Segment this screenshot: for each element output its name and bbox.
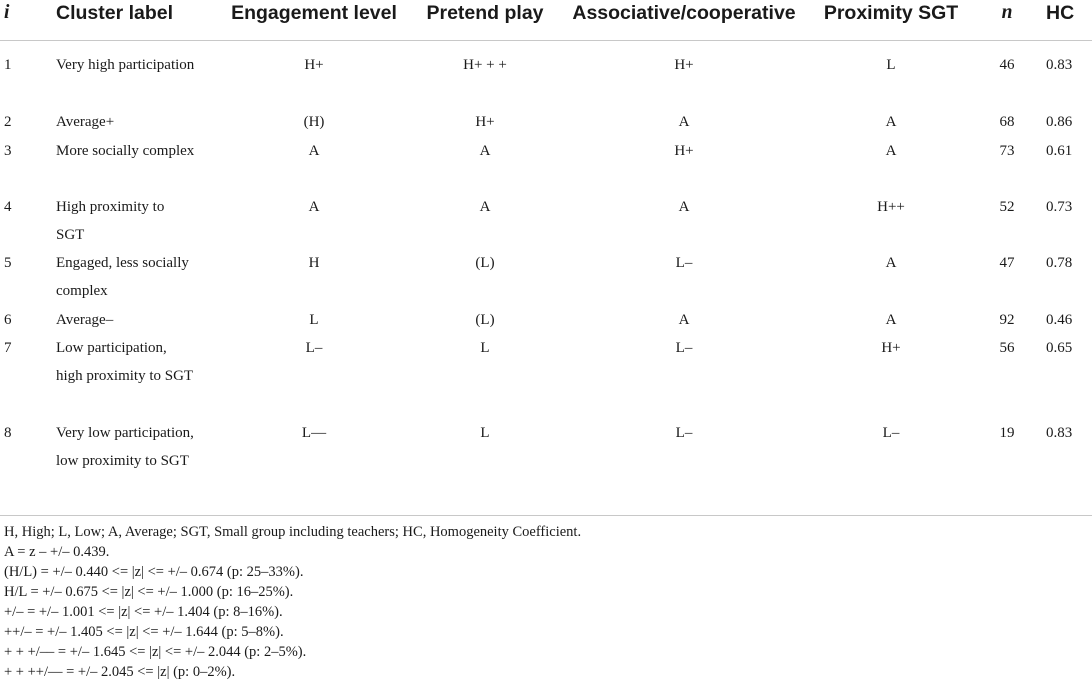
cell-engagement: A — [308, 199, 320, 215]
cell-cluster-label: More socially complex — [56, 143, 195, 159]
cell-prox: L — [886, 57, 896, 73]
footnote: H/L = +/– 0.675 <= |z| <= +/– 1.000 (p: 16–25%). — [4, 584, 294, 600]
cell-prox: A — [885, 143, 897, 159]
cell-hc: 0.46 — [1046, 312, 1073, 328]
table-header — [0, 0, 1092, 41]
footnote: + + ++/— = +/– 2.045 <= |z| (p: 0–2%). — [4, 664, 236, 680]
cell-i: 1 — [4, 57, 12, 73]
cell-hc: 0.83 — [1046, 57, 1073, 73]
header-cluster-label: Cluster label — [56, 2, 174, 24]
cell-engagement: L– — [305, 340, 323, 356]
cell-hc: 0.73 — [1046, 199, 1073, 215]
header-pretend-play: Pretend play — [426, 2, 544, 24]
cell-assoc: L– — [675, 340, 693, 356]
cell-hc: 0.83 — [1046, 425, 1073, 441]
cell-i: 7 — [4, 340, 12, 356]
header-hc: HC — [1046, 2, 1075, 24]
cell-assoc: L– — [675, 255, 693, 271]
header-engagement-level: Engagement level — [231, 2, 397, 24]
cell-pretend: H+ — [475, 114, 495, 130]
cell-hc: 0.65 — [1046, 340, 1073, 356]
cell-cluster-label: Very low participation, low proximity to SGT — [56, 425, 194, 469]
cell-n: 73 — [999, 143, 1015, 159]
cell-prox: H++ — [877, 199, 905, 215]
footnote: ++/– = +/– 1.405 <= |z| <= +/– 1.644 (p: 5–8%). — [4, 624, 284, 640]
header-i: i — [4, 2, 10, 23]
cell-pretend: A — [479, 143, 491, 159]
cell-n: 92 — [999, 312, 1015, 328]
table-footnotes — [4, 522, 581, 682]
cell-n: 52 — [999, 199, 1015, 215]
cell-i: 6 — [4, 312, 12, 328]
cell-cluster-label: High proximity to SGT — [56, 199, 165, 243]
cell-assoc: A — [678, 199, 690, 215]
cell-hc: 0.61 — [1046, 143, 1073, 159]
cell-pretend: (L) — [475, 312, 495, 328]
cell-cluster-label: Very high participation — [56, 57, 195, 73]
cell-pretend: L — [480, 425, 490, 441]
cell-n: 68 — [999, 114, 1015, 130]
cell-assoc: H+ — [674, 57, 694, 73]
footnote: +/– = +/– 1.001 <= |z| <= +/– 1.404 (p: 8–16%). — [4, 604, 283, 620]
cell-n: 56 — [999, 340, 1015, 356]
cell-i: 4 — [4, 199, 12, 215]
cell-n: 46 — [999, 57, 1015, 73]
footnote: (H/L) = +/– 0.440 <= |z| <= +/– 0.674 (p: 25–33%). — [4, 564, 304, 580]
cell-assoc: A — [678, 114, 690, 130]
cell-prox: A — [885, 312, 897, 328]
cell-i: 5 — [4, 255, 12, 271]
cell-engagement: H — [308, 255, 320, 271]
table-footer-divider — [0, 515, 1092, 516]
cell-engagement: (H) — [303, 114, 325, 130]
cell-engagement: L — [309, 312, 319, 328]
cell-cluster-label: Average+ — [56, 114, 115, 130]
cell-pretend: A — [479, 199, 491, 215]
cell-i: 8 — [4, 425, 12, 441]
cell-prox: L– — [882, 425, 900, 441]
cell-i: 2 — [4, 114, 12, 130]
cell-engagement: H+ — [304, 57, 324, 73]
header-n: n — [1001, 2, 1013, 23]
cell-hc: 0.78 — [1046, 255, 1073, 271]
cell-assoc: L– — [675, 425, 693, 441]
cell-n: 19 — [999, 425, 1015, 441]
cell-engagement: L— — [301, 425, 327, 441]
cell-prox: H+ — [881, 340, 901, 356]
cell-pretend: L — [480, 340, 490, 356]
cell-pretend: (L) — [475, 255, 495, 271]
footnote: + + +/–– = +/– 1.645 <= |z| <= +/– 2.044 (p: 2–5%). — [4, 644, 307, 660]
cell-i: 3 — [4, 143, 12, 159]
cell-prox: A — [885, 114, 897, 130]
cell-pretend: H+ + + — [463, 57, 507, 73]
cell-cluster-label: Low participation, high proximity to SGT — [56, 340, 194, 384]
cell-prox: A — [885, 255, 897, 271]
cell-assoc: H+ — [674, 143, 694, 159]
cell-assoc: A — [678, 312, 690, 328]
header-associative-cooperative: Associative/cooperative — [572, 2, 796, 24]
cell-engagement: A — [308, 143, 320, 159]
cell-hc: 0.86 — [1046, 114, 1073, 130]
footnote: A = z – +/– 0.439. — [4, 544, 110, 560]
header-proximity-sgt: Proximity SGT — [823, 2, 959, 24]
footnote: H, High; L, Low; A, Average; SGT, Small group including teachers; HC, Homogeneity Coefficient. — [4, 524, 582, 540]
cell-cluster-label: Engaged, less socially complex — [56, 255, 189, 299]
cell-n: 47 — [999, 255, 1015, 271]
cell-cluster-label: Average– — [56, 312, 114, 328]
